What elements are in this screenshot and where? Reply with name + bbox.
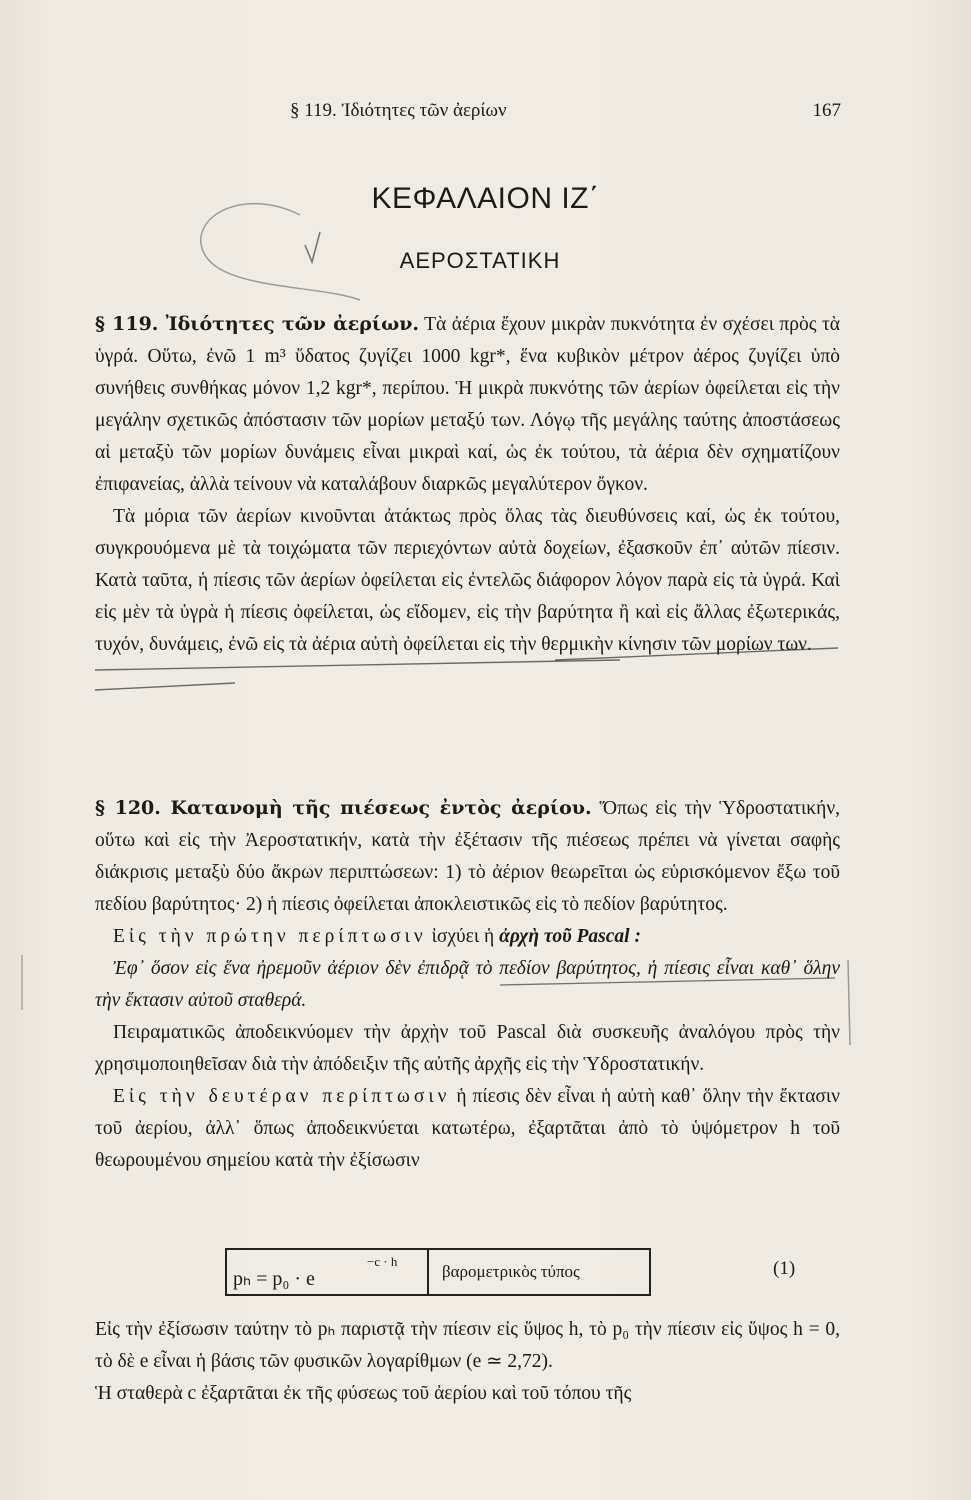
section-119-text-2: Τὰ μόρια τῶν ἀερίων κινοῦνται ἀτάκτως πρὸς ὅλας τὰς διευθύνσεις καί, ὡς ἐκ τούτου, συγκρουόμενα μὲ τὰ τοιχώματα τῶν περιεχόντων αὐτὰ δοχείων, ἐξασκοῦν ἐπ᾽ αὐτῶν πίεσιν. Κατὰ ταῦτα, ἡ πίεσις τῶν ἀερίων ὀφείλεται εἰς ἐντελῶς διάφορον λόγον παρὰ εἰς τὰ ὑγρά. Καὶ εἰς μὲν τὰ ὑγρὰ ἡ πίεσις ὀφείλεται, ὡς εἴδομεν, εἰς τὴν βαρύτητα ἢ καὶ εἰς ἄλλας ἐξωτερικάς, τυχόν, δυνάμεις, ἐνῶ εἰς τὰ ἀέρια αὐτὴ ὀφείλεται εἰς τὴν θερμικὴν κίνησιν τῶν μορίων των. [95,506,840,655]
pencil-underline-3 [95,683,235,690]
pascal-principle-label: ἀρχὴ τοῦ Pascal : [499,926,641,947]
pascal-principle-statement: Ἐφ᾽ ὅσον εἰς ἕνα ἠρεμοῦν ἀέριον δὲν ἐπιδρᾷ τὸ πεδίον βαρύτητος, ἡ πίεσις εἶναι καθ᾽ ὅλην τὴν ἔκτασιν αὐτοῦ σταθερά. [95,958,840,1011]
chapter-title: ΚΕΦΑΛΑΙΟΝ ΙΖ΄ [371,182,600,215]
section-119-paragraph-2 [95,501,840,661]
section-120-paragraph-1 [95,792,840,921]
formula-exponent: −c · h [367,1254,398,1269]
formula-name: βαρομετρικὸς τύπος [442,1262,580,1281]
case-1-line [95,921,840,953]
case-2-rest: ἡ πίεσις δὲν εἶναι ἡ αὐτὴ καθ᾽ ὅλην τὴν ἔκτασιν τοῦ ἀερίου, ἀλλ᾽ ὅπως ἀποδεικνύεται κατωτέρω, ἐξαρτᾶται ἀπὸ τὸ ὑψόμετρον h τοῦ θεωρουμένου σημείου κατὰ τὴν ἐξίσωσιν [95,1086,840,1171]
chapter-subtitle: ΑΕΡΟΣΤΑΤΙΚΗ [399,248,561,273]
formula-cell [227,1250,429,1294]
page-number: 167 [812,100,841,121]
section-119 [95,308,840,661]
margin-bar-right [848,960,850,1045]
case-2-lead: Εἰς τὴν δευτέραν περίπτωσιν [113,1086,451,1107]
pencil-underline-2 [95,660,620,670]
section-120 [95,792,840,1177]
section-119-heading: § 119. Ἰδιότητες τῶν ἀερίων. [95,313,420,335]
running-title: § 119. Ἰδιότητες τῶν ἀερίων [290,100,507,121]
case-1-lead: Εἰς τὴν πρώτην περίπτωσιν [113,926,427,947]
section-120-heading: § 120. Κατανομὴ τῆς πιέσεως ἐντὸς ἀερίου. [95,797,592,819]
barometric-formula [225,1248,825,1296]
formula-expression: pₕ = p₀ · e [233,1268,315,1290]
section-119-text-1: Τὰ ἀέρια ἔχουν μικρὰν πυκνότητα ἐν σχέσει πρὸς τὰ ὑγρά. Οὕτω, ἐνῶ 1 m³ ὕδατος ζυγίζει 1000 kgr*, ἕνα κυβικὸν μέτρον ἀέρος ζυγίζει ὑπὸ συνήθεις συνθήκας μόνον 1,2 kgr*, περίπου. Ἡ μικρὰ πυκνότης τῶν ἀερίων ὀφείλεται εἰς τὴν μεγάλην σχετικῶς ἀπόστασιν τῶν μορίων μεταξύ των. Λόγῳ τῆς μεγάλης ταύτης ἀποστάσεως αἱ μεταξὺ τῶν μορίων δυνάμεις εἶναι μικραὶ καί, ὡς ἐκ τούτου, τὰ ἀέρια δὲν σχηματίζουν ἐπιφανείας, ἀλλὰ τείνουν νὰ καταλάβουν διαρκῶς μεγαλύτερον ὄγκον. [95,314,840,495]
section-120-text-1: Ὅπως εἰς τὴν Ὑδροστατικήν, οὕτω καὶ εἰς τὴν Ἀεροστατικήν, κατὰ τὴν ἐξέτασιν τῆς πιέσεως πρέπει νὰ γίνεται σαφὴς διάκρισις μεταξὺ δύο ἄκρων περιπτώσεων: 1) τὸ ἀέριον θεωρεῖται ὡς εὑρισκόμενον ἔξω τοῦ πεδίου βαρύτητος· 2) ἡ πίεσις ὀφείλεται ἀποκλειστικῶς εἰς τὸ πεδίον βαρύτητος. [95,798,841,915]
formula-box [225,1248,651,1296]
case-2-paragraph [95,1081,840,1177]
section-120-paragraph-2: Πειραματικῶς ἀποδεικνύομεν τὴν ἀρχὴν τοῦ Pascal διὰ συσκευῆς ἀναλόγου πρὸς τὴν χρησιμοποιηθεῖσαν διὰ τὴν ἀπόδειξιν τῆς αὐτῆς ἀρχῆς εἰς τὴν Ὑδροστατικήν. [95,1022,840,1075]
section-119-paragraph-1 [95,308,840,501]
after-formula-paragraph-2: Ἡ σταθερὰ c ἐξαρτᾶται ἐκ τῆς φύσεως τοῦ ἀερίου καὶ τοῦ τόπου τῆς [95,1383,632,1404]
after-formula-paragraph-1: Εἰς τὴν ἐξίσωσιν ταύτην τὸ pₕ παριστᾷ τὴν πίεσιν εἰς ὕψος h, τὸ p₀ τὴν πίεσιν εἰς ὕψος h = 0, τὸ δὲ e εἶναι ἡ βάσις τῶν φυσικῶν λογαρίθμων (e ≃ 2,72). [95,1319,840,1372]
after-formula-text [95,1314,840,1410]
case-1-rest: ἰσχύει ἡ [431,926,495,947]
equation-number: (1) [773,1258,796,1279]
